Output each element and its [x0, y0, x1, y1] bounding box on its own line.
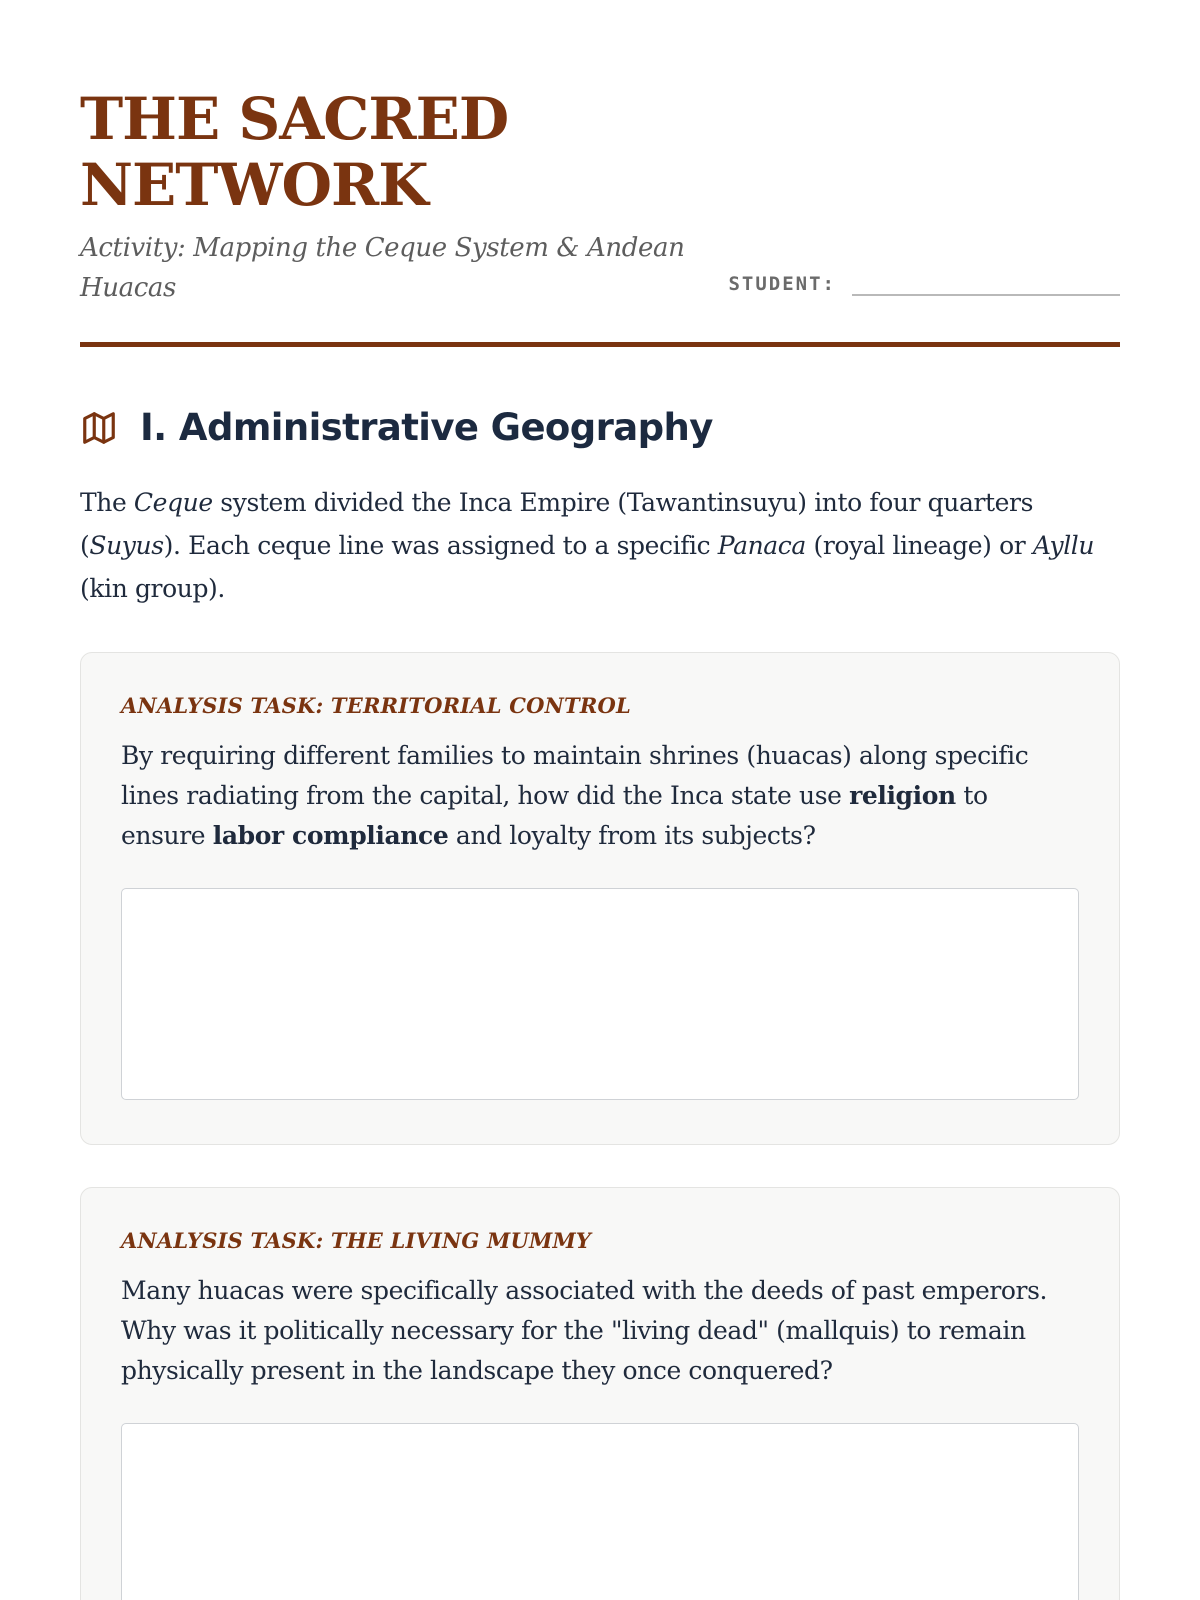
task-label: ANALYSIS TASK: THE LIVING MUMMY: [121, 1228, 592, 1253]
intro-text-3: ). Each ceque line was assigned to a specific: [163, 531, 718, 560]
answer-textarea[interactable]: [121, 1423, 1079, 1600]
task-question: Many huacas were specifically associated with the deeds of past emperors. Why was it politically necessary for the "living dead" (mallquis) to remain physically present in the landscape they once conquered?: [121, 1276, 1048, 1385]
title-line-1: THE SACRED: [80, 85, 509, 153]
task-label: ANALYSIS TASK: TERRITORIAL CONTROL: [121, 693, 631, 718]
answer-textarea[interactable]: [121, 888, 1079, 1100]
task-card-territorial-control: [80, 652, 1120, 1145]
map-icon: [80, 409, 118, 447]
emphasis-religion: religion: [849, 781, 956, 810]
activity-subtitle: Activity: Mapping the Ceque System & Andean Huacas: [80, 233, 685, 303]
task-card-living-mummy: [80, 1187, 1120, 1600]
worksheet-header: [80, 0, 1120, 348]
section-intro: [80, 481, 1120, 610]
question-text-2: to ensure: [121, 781, 988, 850]
term-panaca: Panaca: [717, 531, 806, 560]
section-heading: [80, 406, 1120, 449]
term-suyus: Suyus: [89, 531, 164, 560]
student-field-group: [728, 264, 1120, 296]
student-label: STUDENT:: [728, 273, 836, 295]
page-title: [80, 86, 680, 218]
intro-text-1: The: [80, 488, 134, 517]
term-ceque: Ceque: [133, 488, 213, 517]
intro-text-4: (royal lineage) or: [805, 531, 1033, 560]
student-name-field[interactable]: [852, 264, 1120, 296]
emphasis-labor-compliance: labor compliance: [212, 821, 449, 850]
title-line-2: NETWORK: [80, 151, 428, 219]
intro-text-5: (kin group).: [80, 574, 225, 603]
header-divider: [80, 342, 1120, 347]
question-text-1: By requiring different families to maintain shrines (huacas) along specific lines radiating from the capital, how did the Inca state use: [121, 741, 1029, 810]
intro-text-2: system divided the Inca Empire (Tawantinsuyu) into four quarters (: [80, 488, 1034, 560]
task-question: [121, 736, 1079, 856]
question-text-3: and loyalty from its subjects?: [448, 821, 816, 850]
term-ayllu: Ayllu: [1032, 531, 1095, 560]
section-title: I. Administrative Geography: [140, 406, 713, 449]
